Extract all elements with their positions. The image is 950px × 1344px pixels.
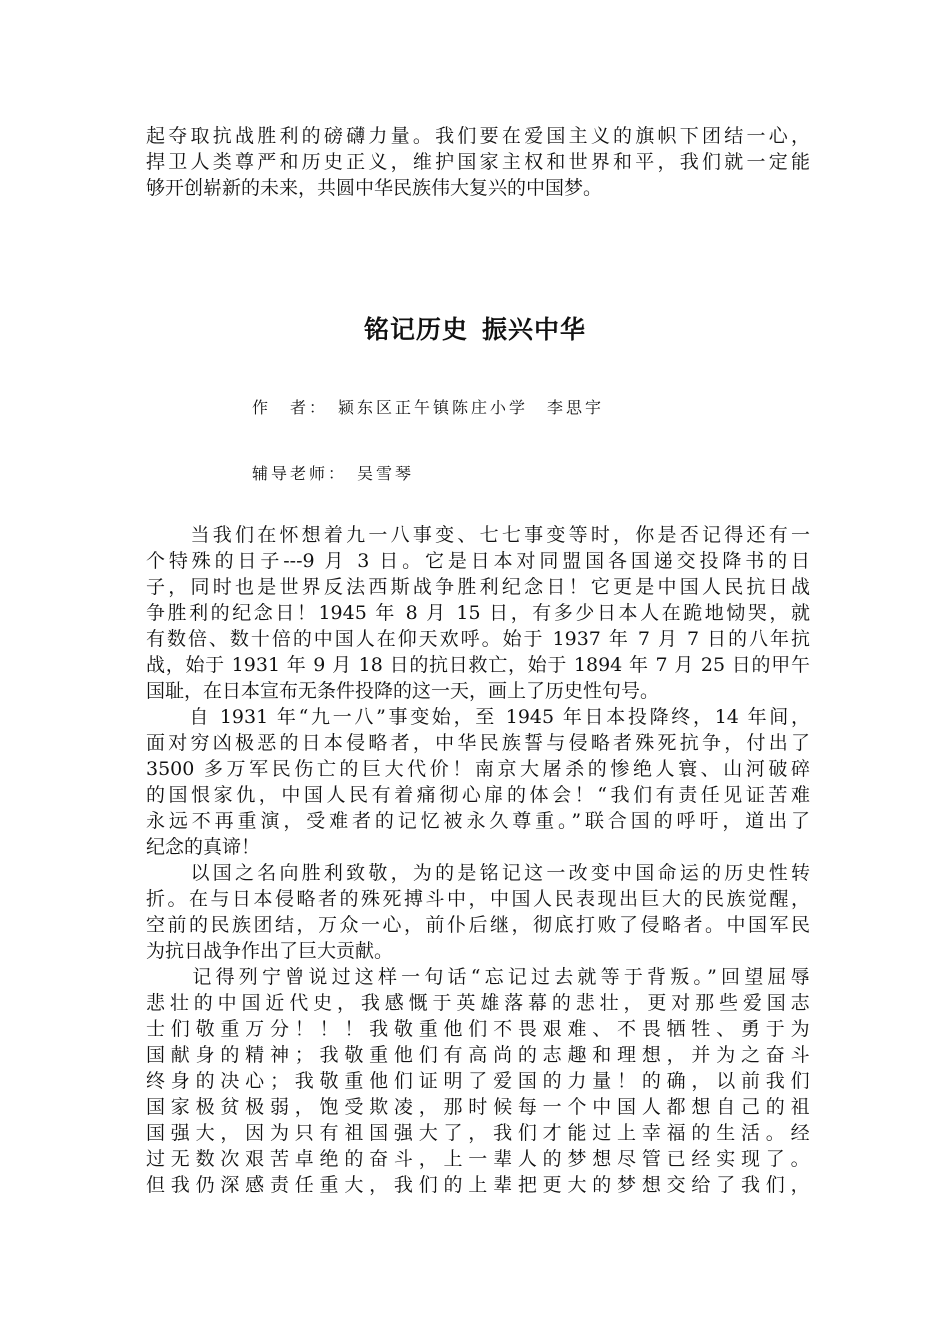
author-value: 颍东区正午镇陈庄小学 李思宇 (338, 398, 605, 417)
article-title-part2: 振兴中华 (482, 315, 587, 344)
body-paragraphs-2 (146, 964, 810, 1198)
body-line: 终身的决心；我敬重他们证明了爱国的力量！的确，以前我们 (146, 1070, 810, 1092)
body-line: 战，始于 1931 年 9 月 18 日的抗日救亡，始于 1894 年 7 月 25 日的甲午 (146, 654, 810, 676)
body-line: 争胜利的纪念日！1945 年 8 月 15 日，有多少日本人在跪地恸哭，就 (146, 602, 810, 624)
body-line: 自 1931 年“九一八”事变始，至 1945 年日本投降终，14 年间， (146, 706, 810, 728)
intro-paragraph (146, 123, 810, 201)
body-line: 折。在与日本侵略者的殊死搏斗中，中国人民表现出巨大的民族觉醒， (146, 888, 810, 910)
tutor-value: 吴雪琴 (357, 464, 415, 483)
body-line: 子，同时也是世界反法西斯战争胜利纪念日！它更是中国人民抗日战 (146, 576, 810, 598)
body-line: 以国之名向胜利致敬，为的是铭记这一改变中国命运的历史性转 (146, 862, 810, 884)
article-title (0, 312, 950, 348)
body-line: 的国恨家仇，中国人民有着痛彻心扉的体会！“我们有责任见证苦难 (146, 784, 810, 806)
body-paragraphs-1 (146, 522, 810, 964)
body-line: 记得列宁曾说过这样一句话“忘记过去就等于背叛。”回望屈辱 (146, 966, 810, 988)
body-line: 国强大，因为只有祖国强大了，我们才能过上幸福的生活。经 (146, 1122, 810, 1144)
body-line: 有数倍、数十倍的中国人在仰天欢呼。始于 1937 年 7 月 7 日的八年抗 (146, 628, 810, 650)
body-line: 国献身的精神；我敬重他们有高尚的志趣和理想，并为之奋斗 (146, 1044, 810, 1066)
intro-line: 起夺取抗战胜利的磅礴力量。我们要在爱国主义的旗帜下团结一心， (146, 125, 810, 147)
body-line: 国耻，在日本宣布无条件投降的这一天，画上了历史性句号。 (146, 680, 660, 702)
body-line: 国家极贫极弱，饱受欺凌，那时候每一个中国人都想自己的祖 (146, 1096, 810, 1118)
body-line: 悲壮的中国近代史，我感慨于英雄落幕的悲壮，更对那些爱国志 (146, 992, 810, 1014)
body-line: 永远不再重演，受难者的记忆被永久尊重。”联合国的呼吁，道出了 (146, 810, 810, 832)
body-line: 个特殊的日子---9 月 3 日。它是日本对同盟国各国递交投降书的日 (146, 550, 810, 572)
intro-line: 捍卫人类尊严和历史正义，维护国家主权和世界和平，我们就一定能 (146, 151, 810, 173)
body-line: 3500 多万军民伤亡的巨大代价！南京大屠杀的惨绝人寰、山河破碎 (146, 758, 810, 780)
author-line (252, 396, 604, 420)
body-line: 纪念的真谛！ (146, 836, 261, 858)
tutor-line (252, 462, 414, 486)
body-line: 但我仍深感责任重大，我们的上辈把更大的梦想交给了我们， (146, 1174, 810, 1196)
body-line: 空前的民族团结，万众一心，前仆后继，彻底打败了侵略者。中国军民 (146, 914, 810, 936)
body-line: 面对穷凶极恶的日本侵略者，中华民族誓与侵略者殊死抗争，付出了 (146, 732, 810, 754)
intro-line: 够开创崭新的未来，共圆中华民族伟大复兴的中国梦。 (146, 177, 603, 199)
body-line: 为抗日战争作出了巨大贡献。 (146, 940, 394, 962)
tutor-label: 辅导老师： (252, 464, 348, 483)
article-title-part1: 铭记历史 (363, 315, 468, 344)
body-line: 过无数次艰苦卓绝的奋斗，上一辈人的梦想尽管已经实现了。 (146, 1148, 810, 1170)
body-line: 士们敬重万分！！！我敬重他们不畏艰难、不畏牺牲、勇于为 (146, 1018, 810, 1040)
body-line: 当我们在怀想着九一八事变、七七事变等时，你是否记得还有一 (146, 524, 810, 546)
author-label: 作 者： (252, 398, 329, 417)
